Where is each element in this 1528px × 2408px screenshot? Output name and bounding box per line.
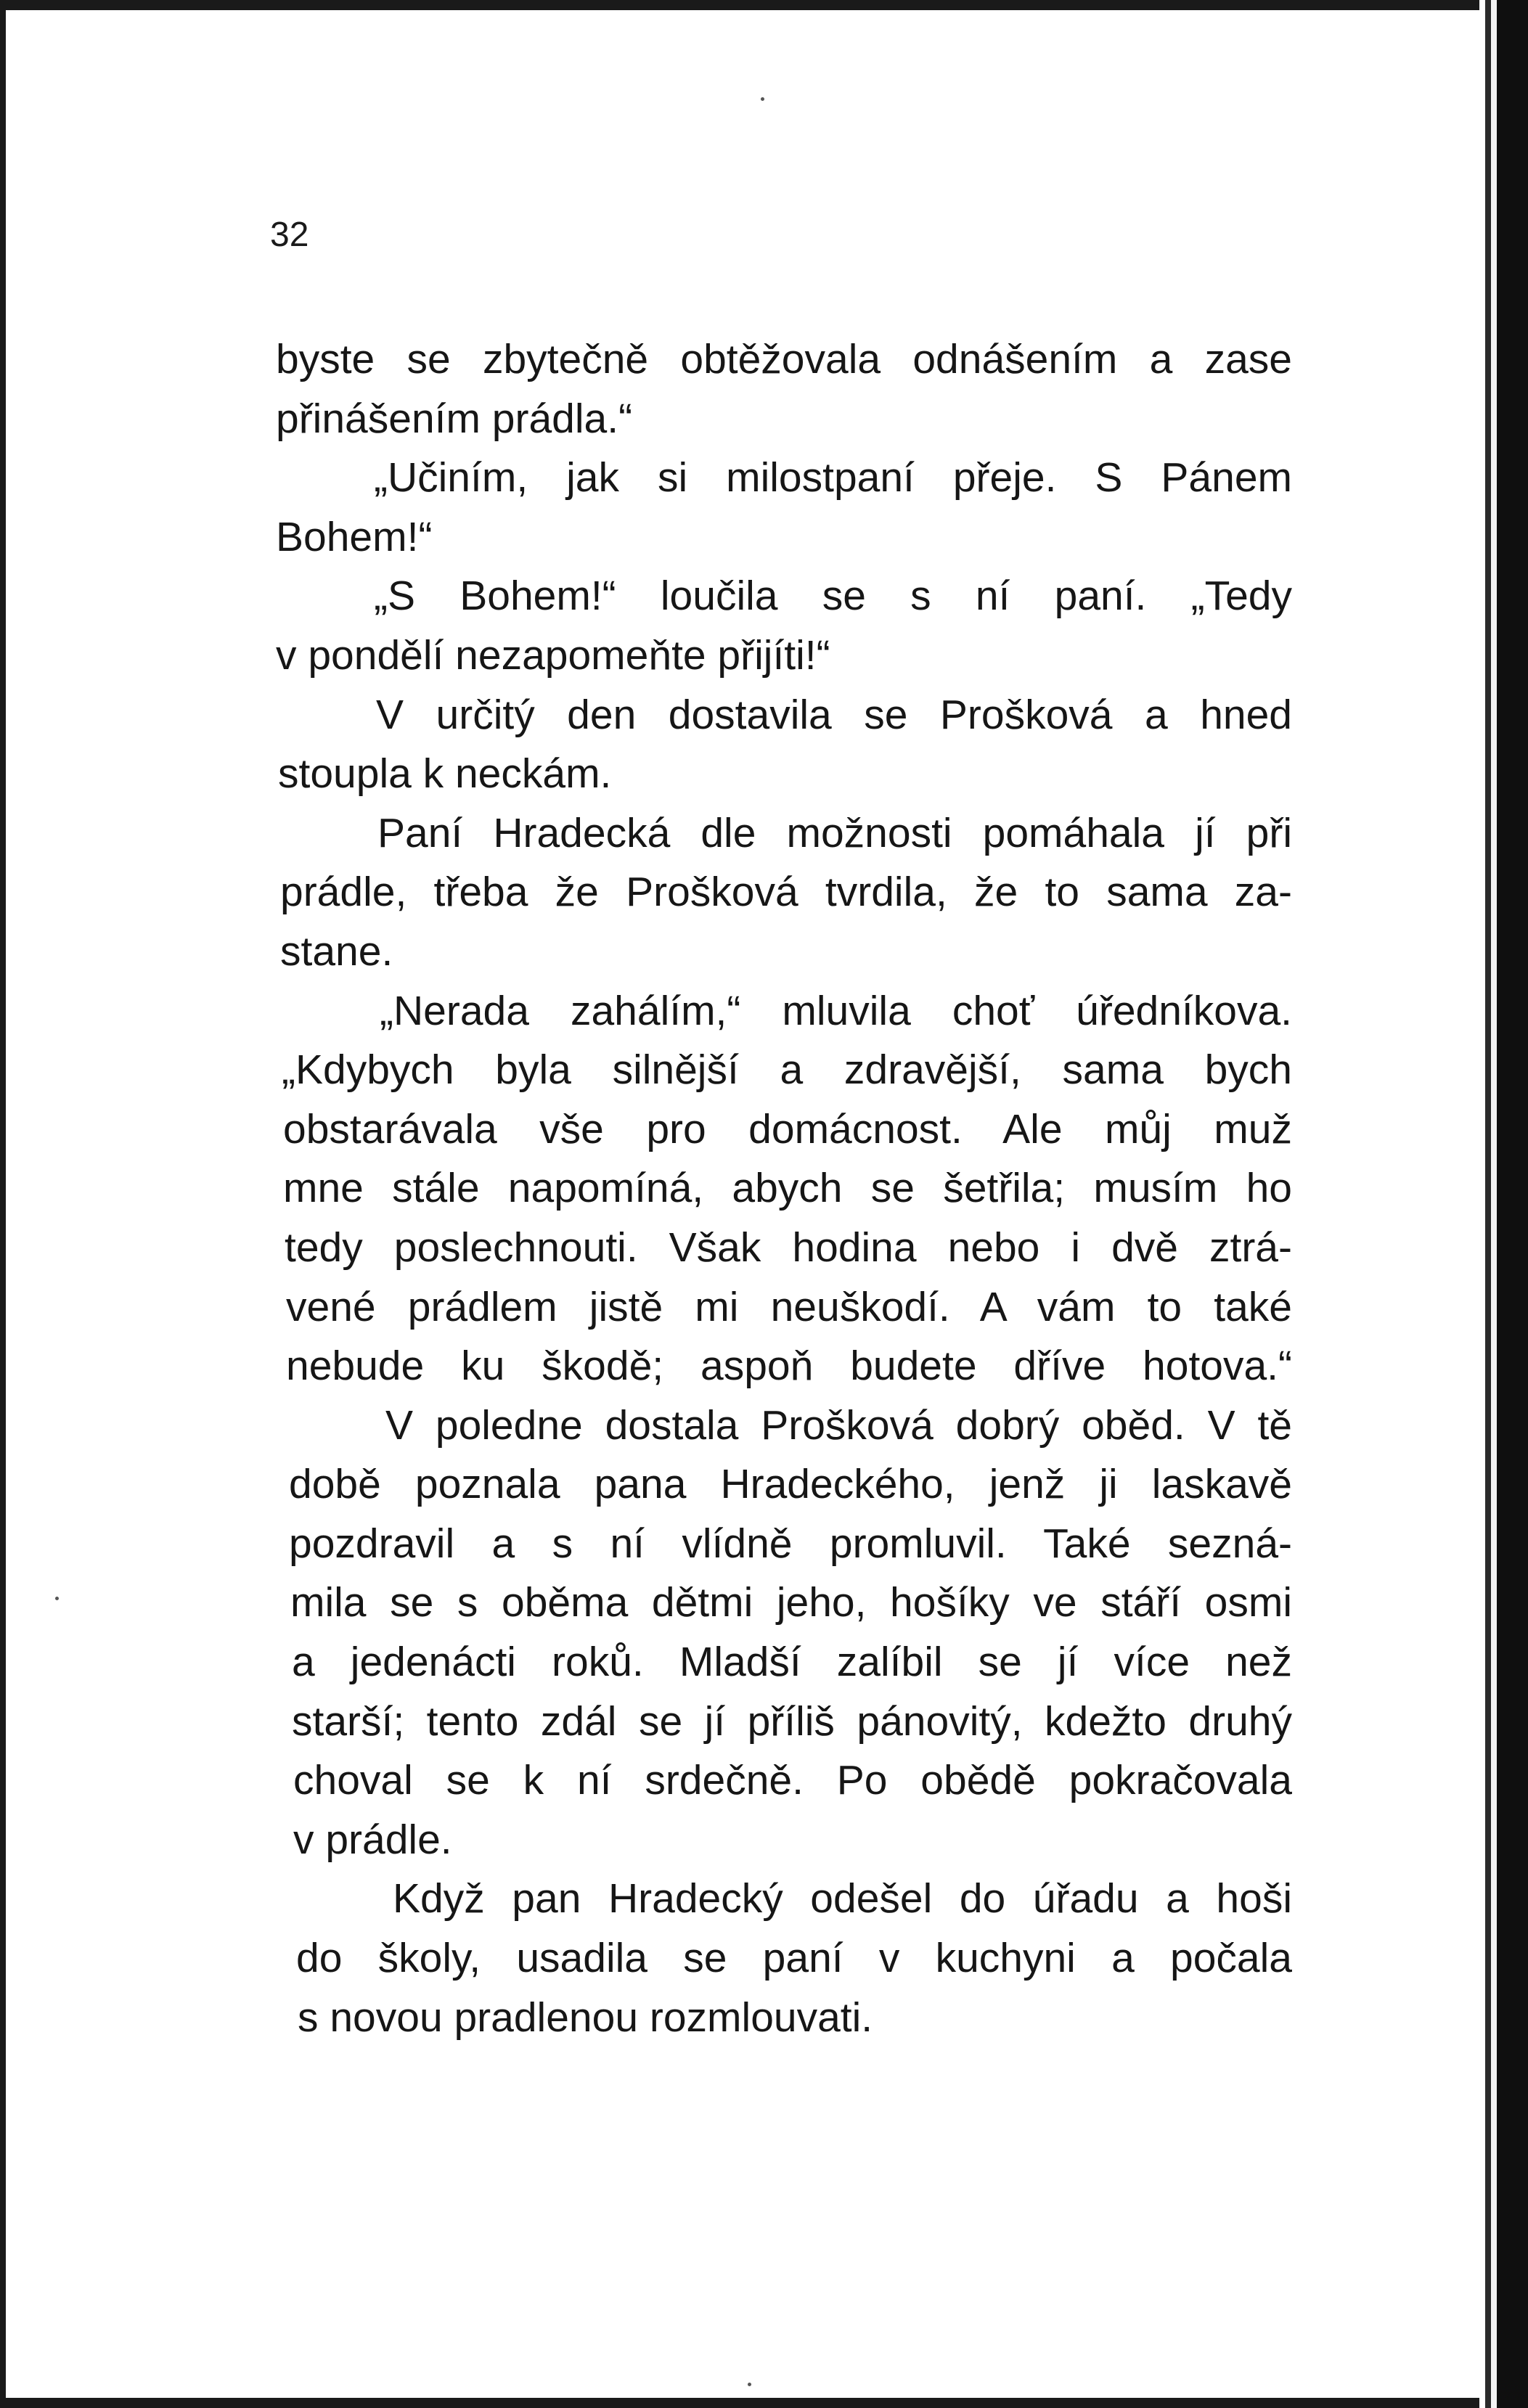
- text-line: V poledne dostala Prošková dobrý oběd. V tě: [385, 1401, 1292, 1449]
- text-line: stane.: [280, 927, 393, 975]
- text-line: nebude ku škodě; aspoň budete dříve hotova.“: [286, 1343, 1292, 1390]
- scan-speck: [55, 1597, 59, 1600]
- text-line: do školy, usadila se paní v kuchyni a počala: [296, 1935, 1292, 1982]
- body-text: [276, 330, 1292, 2047]
- text-line: v prádle.: [293, 1816, 452, 1863]
- text-line: „Kdybych byla silnější a zdravější, sama bych: [282, 1047, 1292, 1094]
- scan-border-bottom: [0, 2398, 1528, 2408]
- text-line: stoupla k neckám.: [278, 750, 612, 798]
- text-line: prádle, třeba že Prošková tvrdila, že to sama za-: [280, 869, 1292, 916]
- text-line: „Nerada zahálím,“ mluvila choť úředníkova.: [380, 987, 1292, 1034]
- text-line: Paní Hradecká dle možnosti pomáhala jí při: [377, 809, 1292, 856]
- text-line: Když pan Hradecký odešel do úřadu a hoši: [393, 1875, 1292, 1922]
- text-line: v pondělí nezapomeňte přijíti!“: [276, 631, 830, 679]
- text-line: V určitý den dostavila se Prošková a hned: [376, 691, 1292, 738]
- text-line: starší; tento zdál se jí příliš pánovitý, kdežto druhý: [292, 1698, 1292, 1745]
- text-line: přinášením prádla.“: [276, 395, 633, 442]
- scan-border-top: [0, 0, 1495, 10]
- text-line: Bohem!“: [276, 513, 433, 560]
- scan-speck: [748, 2383, 751, 2386]
- text-line: obstarávala vše pro domácnost. Ale můj muž: [283, 1105, 1292, 1152]
- text-line: s novou pradlenou rozmlouvati.: [298, 1994, 873, 2041]
- text-line: „Učiním, jak si milostpaní přeje. S Pánem: [374, 454, 1292, 501]
- text-line: „S Bohem!“ loučila se s ní paní. „Tedy: [374, 573, 1292, 620]
- text-line: a jedenácti roků. Mladší zalíbil se jí více než: [292, 1639, 1292, 1686]
- text-line: tedy poslechnouti. Však hodina nebo i dvě ztrá-: [285, 1224, 1292, 1271]
- text-line: mne stále napomíná, abych se šetřila; musím ho: [283, 1165, 1292, 1212]
- text-line: byste se zbytečně obtěžovala odnášením a zase: [276, 336, 1292, 382]
- text-line: vené prádlem jistě mi neuškodí. A vám to také: [286, 1283, 1292, 1330]
- text-line: pozdravil a s ní vlídně promluvil. Také sezná-: [289, 1520, 1292, 1567]
- scan-border-left: [0, 0, 6, 2408]
- text-line: mila se s oběma dětmi jeho, hošíky ve stáří osmi: [290, 1579, 1292, 1626]
- book-page-edge: [1479, 0, 1528, 2408]
- scan-speck: [761, 97, 764, 101]
- text-line: choval se k ní srdečně. Po obědě pokračovala: [293, 1757, 1292, 1804]
- page-number: 32: [270, 216, 309, 254]
- text-line: době poznala pana Hradeckého, jenž ji laskavě: [289, 1461, 1292, 1508]
